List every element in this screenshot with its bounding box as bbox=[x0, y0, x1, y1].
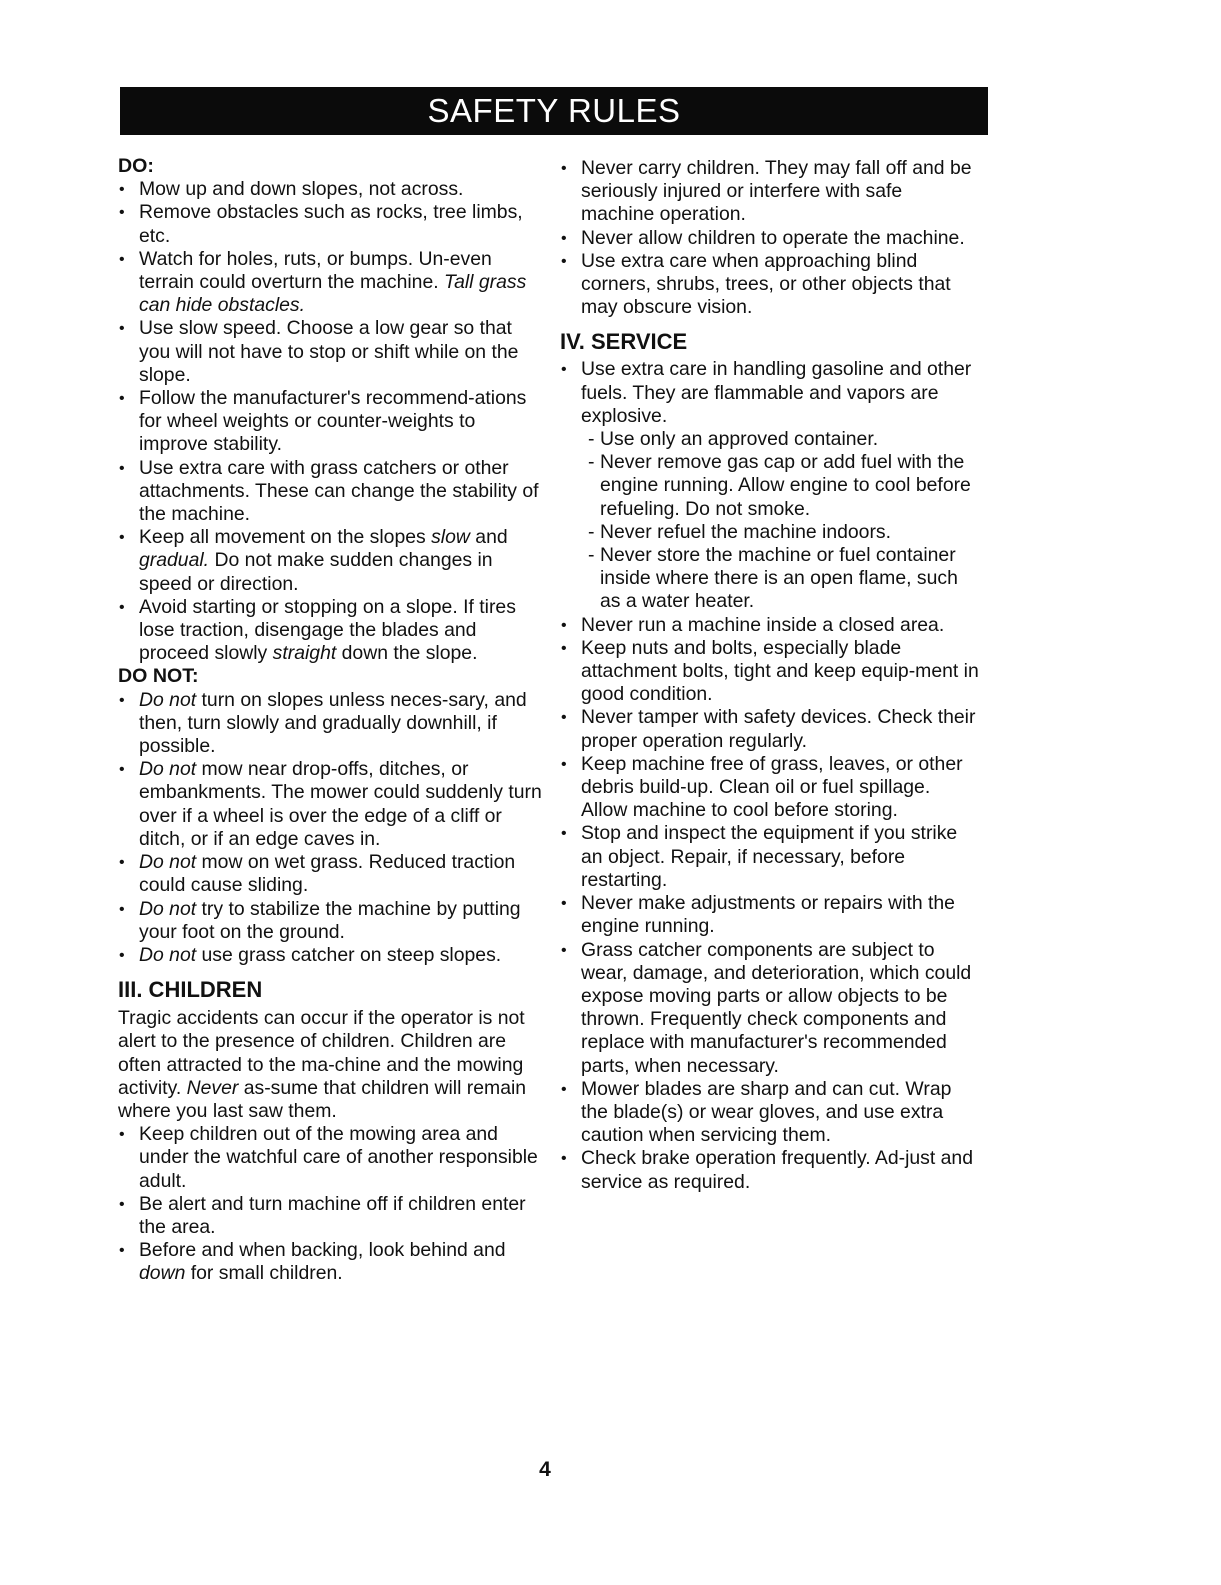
text-run: Never tamper with safety devices. Check their proper operation regularly. bbox=[581, 706, 976, 752]
children-heading: III. CHILDREN bbox=[118, 977, 263, 1003]
emphasis-text: Do not bbox=[139, 851, 197, 874]
text-run: as-sume that children will remain where you last saw them. bbox=[118, 1076, 527, 1122]
text-run: Tragic accidents can occur if the operator is not alert to the presence of children. Children are often attracted to the ma-chine and the mowing activity. bbox=[118, 1007, 525, 1099]
emphasis-text: Do not bbox=[139, 943, 197, 966]
children-list-continued bbox=[560, 157, 980, 319]
do-not-heading: DO NOT: bbox=[118, 665, 199, 688]
emphasis-text: straight bbox=[272, 642, 337, 665]
sub-list-item: - Never store the machine or fuel container inside where there is an open flame, such as a water heater. bbox=[584, 544, 980, 614]
list-item bbox=[560, 250, 980, 320]
text-run: Keep nuts and bolts, especially blade attachment bolts, tight and keep equip-ment in good condition. bbox=[581, 636, 979, 706]
text-run: Be alert and turn machine off if children enter the area. bbox=[139, 1192, 526, 1238]
list-item bbox=[118, 596, 548, 666]
service-list bbox=[560, 614, 980, 1194]
text-run: Never run a machine inside a closed area. bbox=[581, 613, 945, 636]
sub-list-item: - Never refuel the machine indoors. bbox=[584, 521, 980, 544]
text-run: Use extra care when approaching blind corners, shrubs, trees, or other objects that may obscure vision. bbox=[581, 249, 951, 319]
emphasis-text: Do not bbox=[139, 688, 197, 711]
text-run: Keep all movement on the slopes bbox=[139, 526, 432, 549]
emphasis-text: Tall grass can hide obstacles. bbox=[139, 271, 527, 317]
list-item bbox=[560, 614, 980, 637]
do-not-list bbox=[118, 689, 548, 967]
list-item bbox=[118, 317, 548, 387]
text-run: Use slow speed. Choose a low gear so that you will not have to stop or shift while on the slope. bbox=[139, 317, 519, 386]
text-run: Before and when backing, look behind and bbox=[139, 1239, 506, 1262]
list-item bbox=[560, 753, 980, 823]
emphasis-text: Never bbox=[186, 1076, 239, 1099]
list-item bbox=[118, 1193, 548, 1239]
list-item bbox=[118, 1123, 548, 1193]
sub-list-item: - Use only an approved container. bbox=[584, 428, 980, 451]
list-item bbox=[560, 637, 980, 707]
list-item bbox=[560, 1078, 980, 1148]
text-run: Mow up and down slopes, not across. bbox=[139, 178, 464, 201]
text-run: Check brake operation frequently. Ad-just and service as required. bbox=[581, 1147, 973, 1193]
right-column bbox=[560, 157, 980, 1194]
emphasis-text: Do not bbox=[139, 758, 197, 781]
service-heading: IV. SERVICE bbox=[560, 329, 688, 355]
list-item bbox=[118, 851, 548, 897]
list-item bbox=[118, 387, 548, 457]
left-column bbox=[118, 155, 548, 1286]
text-run: Mower blades are sharp and can cut. Wrap the blade(s) or wear gloves, and use extra caution when servicing them. bbox=[581, 1077, 952, 1147]
text-run: use grass catcher on steep slopes. bbox=[196, 943, 502, 966]
list-item bbox=[560, 822, 980, 892]
page-title: SAFETY RULES bbox=[427, 92, 681, 129]
emphasis-text: gradual. bbox=[139, 549, 210, 572]
list-item bbox=[560, 939, 980, 1078]
section-banner bbox=[120, 87, 988, 135]
text-run: Never make adjustments or repairs with the engine running. bbox=[581, 892, 955, 938]
list-item bbox=[118, 758, 548, 851]
text-run: Stop and inspect the equipment if you strike an object. Repair, if necessary, before restarting. bbox=[581, 822, 958, 891]
emphasis-text: Do not bbox=[139, 897, 197, 920]
list-item bbox=[560, 157, 980, 227]
list-item bbox=[118, 1239, 548, 1285]
list-item bbox=[118, 944, 548, 967]
text-run: mow on wet grass. Reduced traction could cause sliding. bbox=[139, 851, 516, 897]
list-item-text bbox=[581, 358, 971, 426]
text-run: Keep children out of the mowing area and under the watchful care of another responsible adult. bbox=[139, 1123, 538, 1192]
list-item bbox=[118, 526, 548, 596]
list-item bbox=[560, 892, 980, 938]
emphasis-text: down bbox=[139, 1262, 186, 1285]
service-list-first bbox=[560, 358, 980, 613]
emphasis-text: slow bbox=[431, 526, 470, 549]
do-list bbox=[118, 178, 548, 665]
text-run: down the slope. bbox=[336, 642, 478, 665]
sub-list-item: - Never remove gas cap or add fuel with the engine running. Allow engine to cool before refueling. Do not smoke. bbox=[584, 451, 980, 521]
text-run: Watch for holes, ruts, or bumps. Un-even terrain could overturn the machine. bbox=[139, 247, 492, 294]
text-run: Use extra care in handling gasoline and other fuels. They are flammable and vapors are explosive. bbox=[581, 358, 972, 427]
list-item bbox=[118, 248, 548, 318]
list-item bbox=[118, 689, 548, 759]
list-item bbox=[560, 227, 980, 250]
list-item bbox=[118, 201, 548, 247]
text-run: Avoid starting or stopping on a slope. If tires lose traction, disengage the blades and proceed slowly bbox=[139, 595, 516, 665]
text-run: Keep machine free of grass, leaves, or other debris build-up. Clean oil or fuel spillage. Allow machine to cool before storing. bbox=[581, 752, 963, 822]
fuel-sublist bbox=[581, 428, 980, 614]
text-run: Follow the manufacturer's recommend-ations for wheel weights or counter-weights to improve stability. bbox=[139, 387, 527, 456]
list-item bbox=[118, 457, 548, 527]
list-item bbox=[118, 178, 548, 201]
text-run: try to stabilize the machine by putting your foot on the ground. bbox=[139, 897, 521, 943]
text-run: Use extra care with grass catchers or other attachments. These can change the stability of the machine. bbox=[139, 456, 539, 526]
list-item bbox=[560, 1147, 980, 1193]
text-run: for small children. bbox=[185, 1262, 343, 1285]
children-intro bbox=[118, 1007, 548, 1123]
text-run: and bbox=[469, 526, 508, 549]
text-run: Never carry children. They may fall off and be seriously injured or interfere with safe machine operation. bbox=[581, 157, 972, 226]
do-heading: DO: bbox=[118, 155, 154, 177]
page-number: 4 bbox=[539, 1458, 551, 1481]
text-run: Grass catcher components are subject to wear, damage, and deterioration, which could expose moving parts or allow objects to be thrown. Frequently check components and replace with manufacturer's recommended parts, when necessary. bbox=[581, 938, 972, 1077]
list-item bbox=[560, 358, 980, 613]
text-run: Do not make sudden changes in speed or direction. bbox=[139, 549, 493, 595]
text-run: mow near drop-offs, ditches, or embankments. The mower could suddenly turn over if a wheel is over the edge of a cliff or ditch, or if an edge caves in. bbox=[139, 758, 542, 850]
text-run: Never allow children to operate the machine. bbox=[581, 226, 965, 249]
list-item bbox=[560, 706, 980, 752]
children-list bbox=[118, 1123, 548, 1285]
text-run: turn on slopes unless neces-sary, and then, turn slowly and gradually downhill, if possible. bbox=[139, 688, 527, 758]
text-run: Remove obstacles such as rocks, tree limbs, etc. bbox=[139, 201, 523, 247]
list-item bbox=[118, 898, 548, 944]
